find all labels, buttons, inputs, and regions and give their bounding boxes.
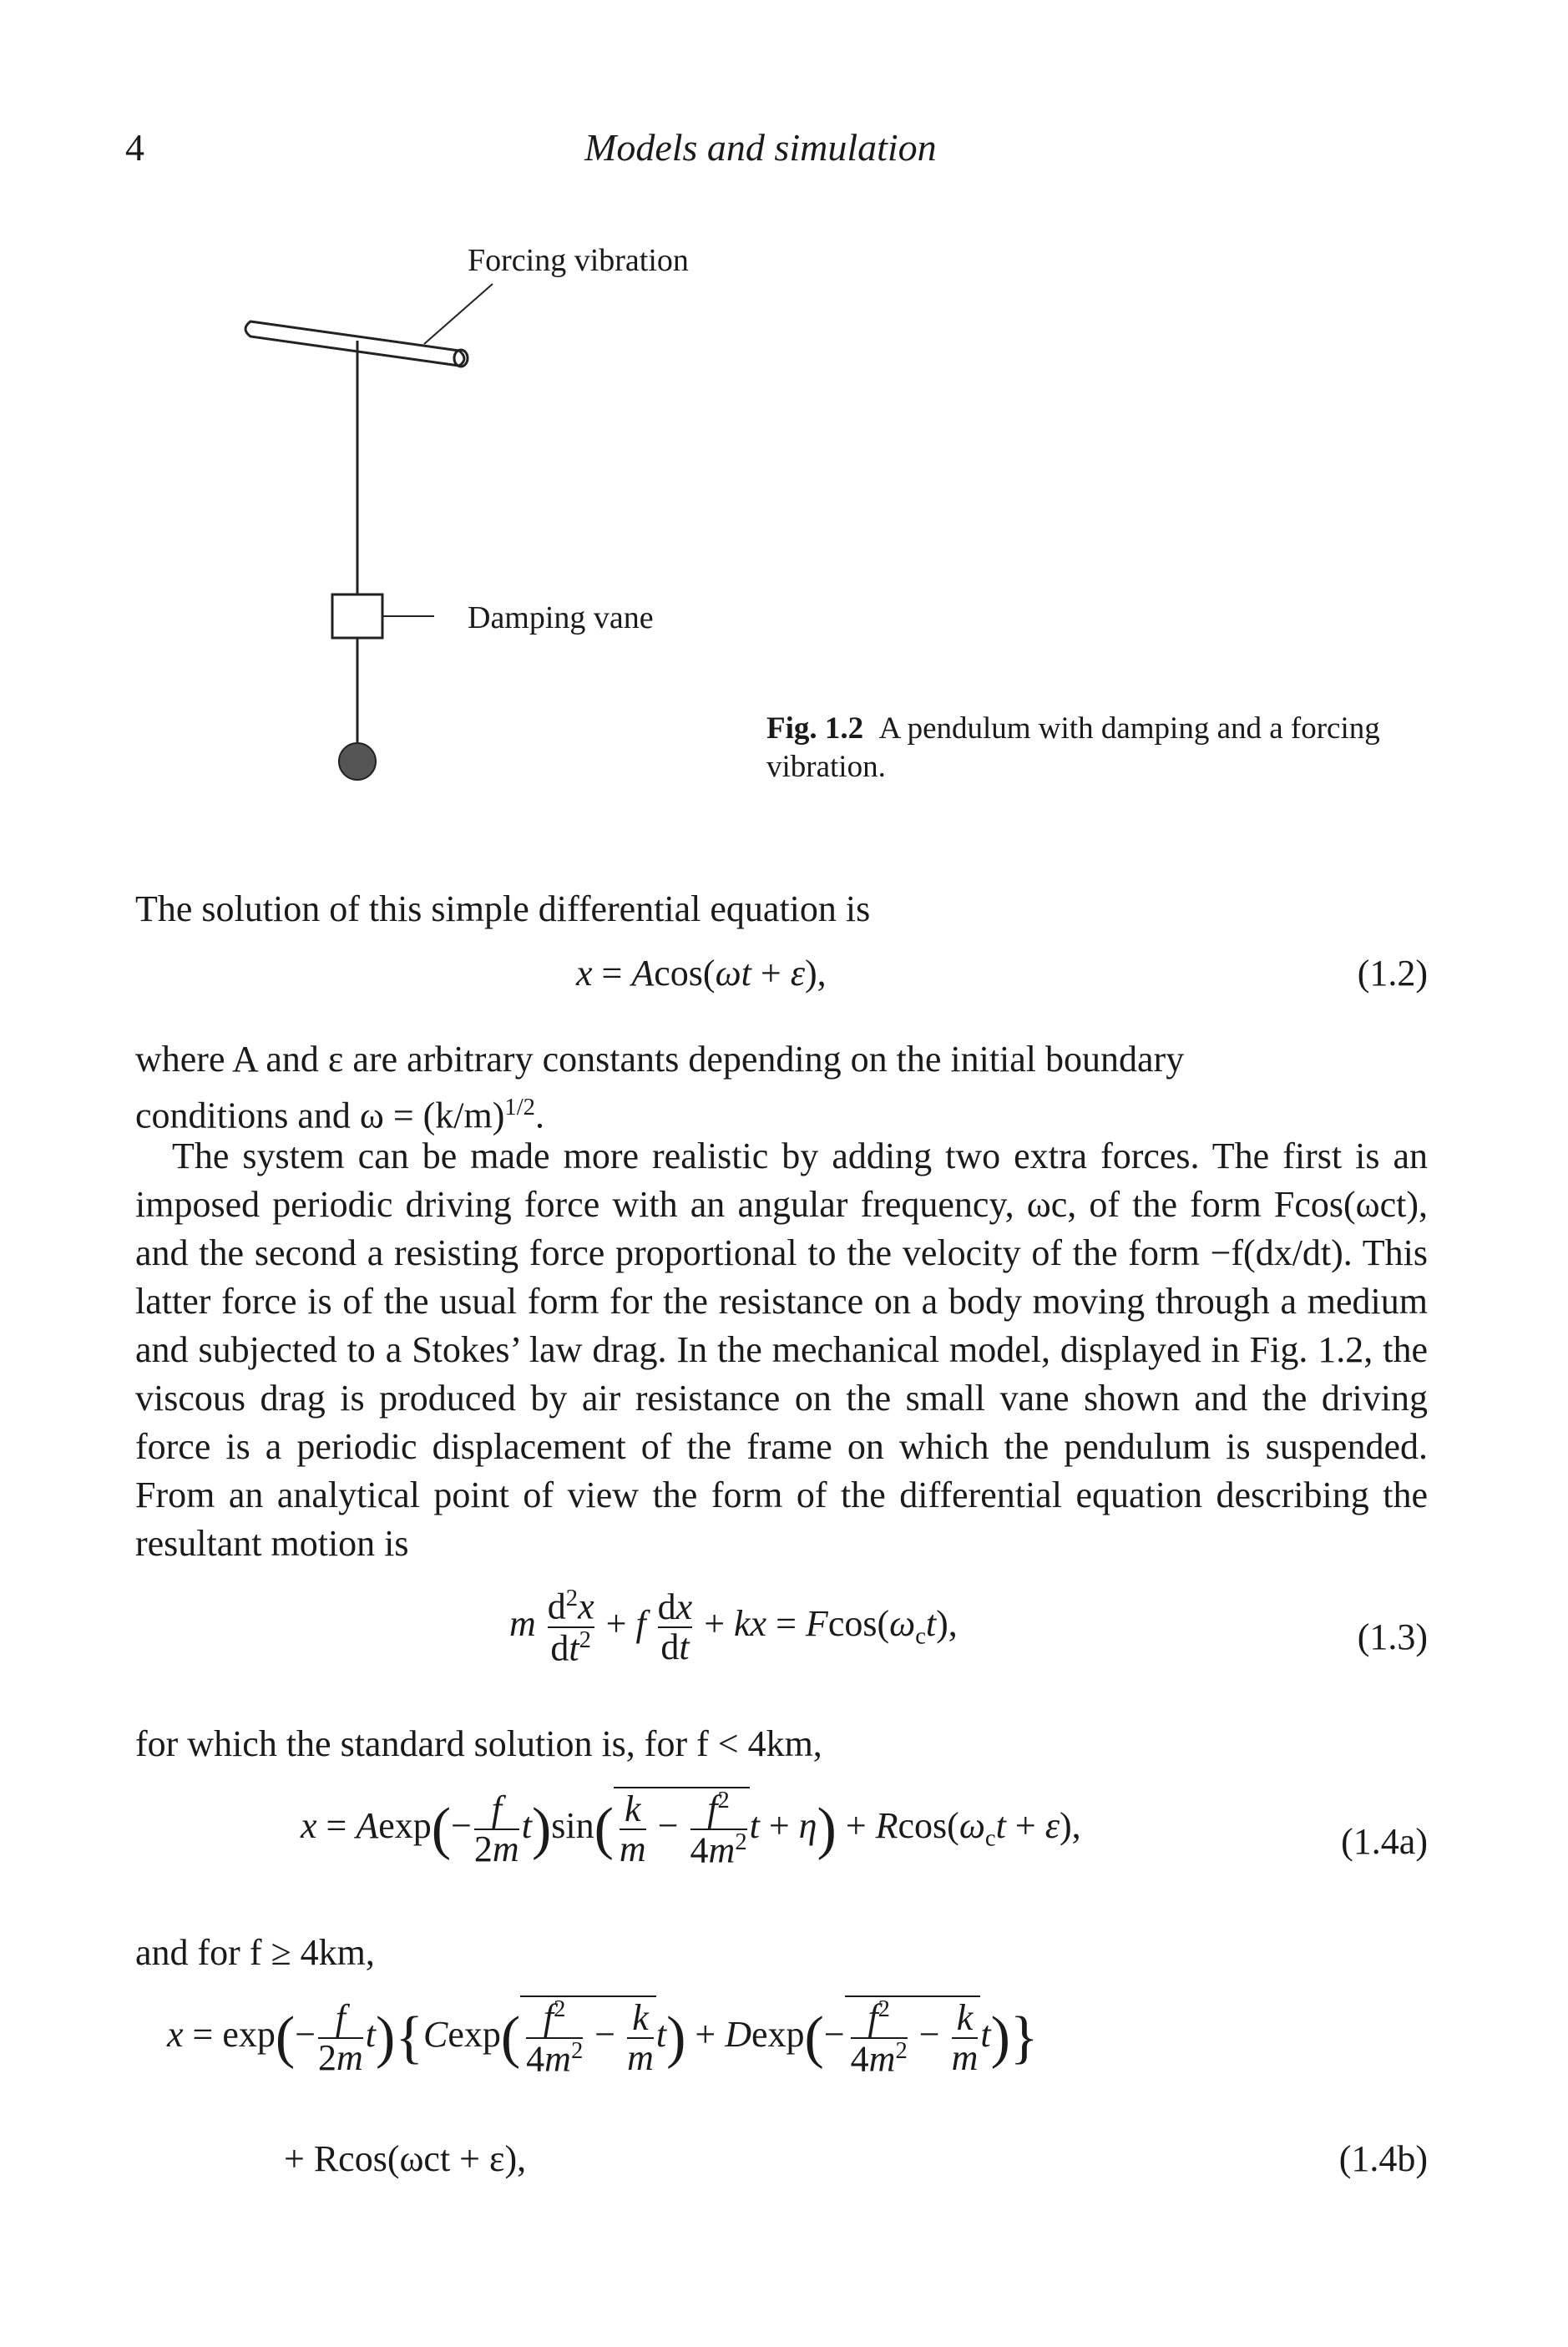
equation-1-2-number: (1.2): [1357, 953, 1428, 994]
paragraph-2: where A and ε are arbitrary constants depending on the initial boundary conditions and $\omega = (k/m)^{1/2}$.: [135, 1035, 1428, 1141]
paragraph-3: The system can be made more realistic by adding two extra forces. The first is an imposed periodic driving force with an angular frequency, ωc, of the form Fcos(ωct), and the second a resisting force proportional to the velocity of the form −f(dx/dt). This latter force is of the usual form for the resistance on a body moving through a medium and subjected to a Stokes’ law drag. In the mechanical model, displayed in Fig. 1.2, the viscous drag is produced by air resistance on the small vane shown and the driving force is a periodic displacement of the frame on which the pendulum is suspended. From an analytical point of view the form of the differential equation describing the resultant motion is: [135, 1136, 1428, 1564]
equation-1-3: m $\frac{d^2x}{dt^2}$ + f $\frac{dx}{dt}$ + kx = $Fcos(\omega_ct)$,: [509, 1586, 958, 1669]
pendulum-diagram: [225, 242, 726, 810]
equation-1-2: x = Acos(ωt + ε),: [576, 953, 827, 994]
forcing-leader: [424, 284, 493, 344]
damping-vane-label: Damping vane: [468, 600, 654, 635]
equation-1-4b: x = exp(− $\frac{f}{2m}$ t){Cexp( $\frac{f^2}{4m^2}$ − $\frac{k}{m}$ t) + Dexp(− $\frac{f^2}{4m^2}$ − $\frac{k}{m}$ t)}: [167, 1996, 1039, 2080]
caption-text: A pendulum with damping and a forcing vibration.: [766, 711, 1380, 784]
paragraph-2-line-2: conditions and ω = (k/m): [135, 1095, 505, 1136]
equation-1-4b-tail: + Rcos(ωct + ε),: [284, 2138, 527, 2179]
paragraph-4: for which the standard solution is, for f < 4km,: [135, 1723, 822, 1764]
page-number: 4: [125, 126, 144, 169]
caption-label: Fig. 1.2: [766, 711, 864, 746]
paragraph-2-line-1: where A and ε are arbitrary constants depending on the initial boundary: [135, 1039, 1185, 1080]
forcing-bar: [245, 321, 464, 366]
equation-1-4a-number: (1.4a): [1341, 1821, 1428, 1862]
intro-text: The solution of this simple differential equation is: [135, 888, 871, 929]
paragraph-5: and for f ≥ 4km,: [135, 1932, 375, 1973]
equation-1-4a: x = Aexp(− $\frac{f}{2m}$ t)sin( $\frac{k}{m}$ − $\frac{f^2}{4m^2}$ $t + \eta) + Rcos(\omega_ct + \varepsilon)$,: [301, 1788, 1081, 1871]
pendulum-figure: [225, 242, 726, 810]
figure-caption: [766, 710, 1401, 787]
paragraph-2-exponent: 1/2: [504, 1095, 535, 1120]
forcing-vibration-label: Forcing vibration: [468, 243, 689, 278]
equation-1-3-number: (1.3): [1357, 1616, 1428, 1657]
damping-vane: [332, 594, 382, 638]
pendulum-bob: [339, 743, 376, 780]
running-title: Models and simulation: [584, 126, 937, 169]
equation-1-4b-number: (1.4b): [1338, 2138, 1428, 2179]
